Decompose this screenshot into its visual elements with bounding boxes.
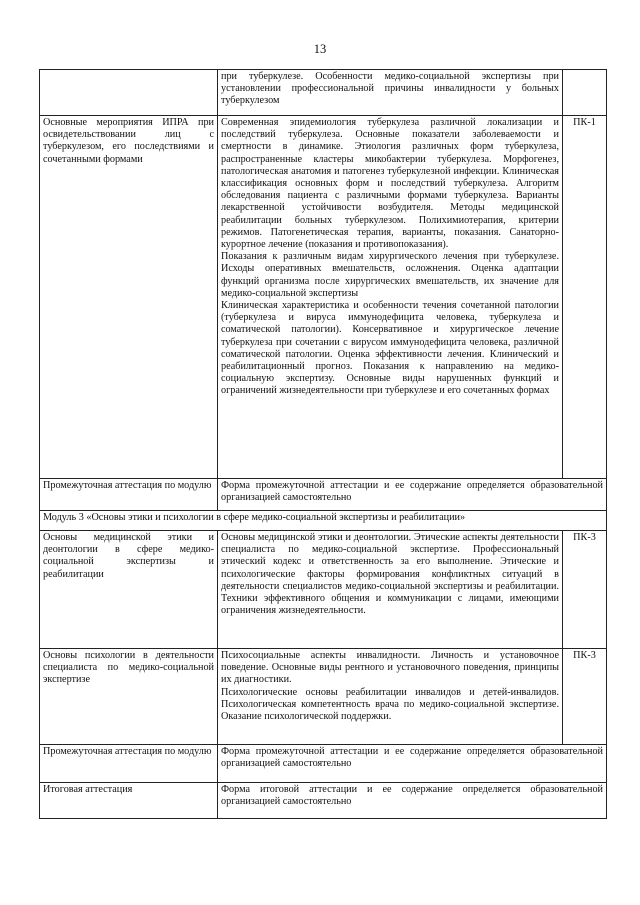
module-heading: Модуль 3 «Основы этики и психологии в сфере медико-социальной экспертизы и реабилитации» — [40, 511, 607, 531]
table-row — [40, 70, 607, 116]
competence-code: ПК-1 — [563, 116, 607, 479]
page-number: 13 — [313, 42, 327, 56]
topic-cell — [40, 70, 218, 116]
content-paragraph: Клиническая характеристика и особенности течения сочетанной патологии (туберкулеза и вируса иммунодефицита человека, туберкулеза и соматической патологии). Консервативное и хирургическое лечение туберкулеза при сочетании с вирусом иммунодефицита человека, различной соматической патологии. Оценка эффективности лечения. Клинический и реабилитационный прогноз. Показания к направлению на медико-социальную экспертизу. Основные виды нарушенных функций и ограничений жизнедеятельности при туберкулезе и его сочетанных формах — [221, 300, 559, 397]
attestation-content: Форма промежуточной аттестации и ее содержание определяется образовательной организацией самостоятельно — [218, 745, 607, 783]
topic-cell: Основы психологии в деятельности специалиста по медико-социальной экспертизе — [40, 649, 218, 745]
table-row — [40, 783, 607, 819]
table-row — [40, 479, 607, 511]
table-row — [40, 531, 607, 649]
table-row — [40, 745, 607, 783]
content-cell — [218, 70, 563, 116]
content-paragraph: при туберкулезе. Особенности медико-социальной экспертизы при установлении профессиональной причины инвалидности у больных туберкулезом — [221, 71, 559, 107]
topic-cell: Основы медицинской этики и деонтологии в сфере медико-социальной экспертизы и реабилитации — [40, 531, 218, 649]
content-paragraph: Основы медицинской этики и деонтологии. Этические аспекты деятельности специалиста по медико-социальной экспертизе. Профессиональный этический кодекс и ответственность за его выполнение. Этические и психологические факторы формирования конфликтных ситуаций в деятельности специалистов медико-социальной экспертизы и реабилитации. Техники эффективного общения и коммуникации с лицами, имеющими ограничения жизнедеятельности. — [221, 532, 559, 617]
competence-code: ПК-3 — [563, 649, 607, 745]
topic-cell: Промежуточная аттестация по модулю — [40, 479, 218, 511]
content-cell — [218, 649, 563, 745]
topic-cell: Основные мероприятия ИПРА при освидетельствовании лиц с туберкулезом, его последствиями и сочетанными формами — [40, 116, 218, 479]
content-cell — [218, 531, 563, 649]
table-row — [40, 649, 607, 745]
competence-code: ПК-3 — [563, 531, 607, 649]
content-paragraph: Современная эпидемиология туберкулеза различной локализации и последствий туберкулеза. Основные показатели заболеваемости и смертности в динамике. Этиология различных форм туберкулеза, распространенные кластеры микобактерии туберкулеза. Морфогенез, патологическая анатомия и патогенез туберкулезной инфекции. Клиническая классификация основных форм и последствий туберкулеза. Алгоритм обследования пациента с различными формами туберкулеза. Варианты лекарственной устойчивости возбудителя. Методы медицинской реабилитации больных туберкулезом. Полихимиотерапия, критерии режимов. Патогенетическая терапия, варианты, показания. Санаторно-курортное лечение (показания и противопоказания). — [221, 117, 559, 251]
content-paragraph: Показания к различным видам хирургического лечения при туберкулезе. Исходы оперативных вмешательств, осложнения. Оценка адаптации функций организма после хирургических вмешательств, их значение для медико-социальной экспертизы — [221, 251, 559, 299]
topic-cell: Промежуточная аттестация по модулю — [40, 745, 218, 783]
attestation-content: Форма итоговой аттестации и ее содержание определяется образовательной организацией самостоятельно — [218, 783, 607, 819]
content-paragraph: Психосоциальные аспекты инвалидности. Личность и установочное поведение. Основные виды рентного и установочного поведения, принципы их диагностики. — [221, 650, 559, 686]
content-paragraph: Психологические основы реабилитации инвалидов и детей-инвалидов. Психологическая компетентность врача по медико-социальной экспертизе. Оказание психологической поддержки. — [221, 686, 559, 723]
attestation-content: Форма промежуточной аттестации и ее содержание определяется образовательной организацией самостоятельно — [218, 479, 607, 511]
competence-code — [563, 70, 607, 116]
table-row — [40, 511, 607, 531]
topic-cell: Итоговая аттестация — [40, 783, 218, 819]
content-cell — [218, 116, 563, 479]
table-row — [40, 116, 607, 479]
curriculum-table — [39, 69, 607, 819]
